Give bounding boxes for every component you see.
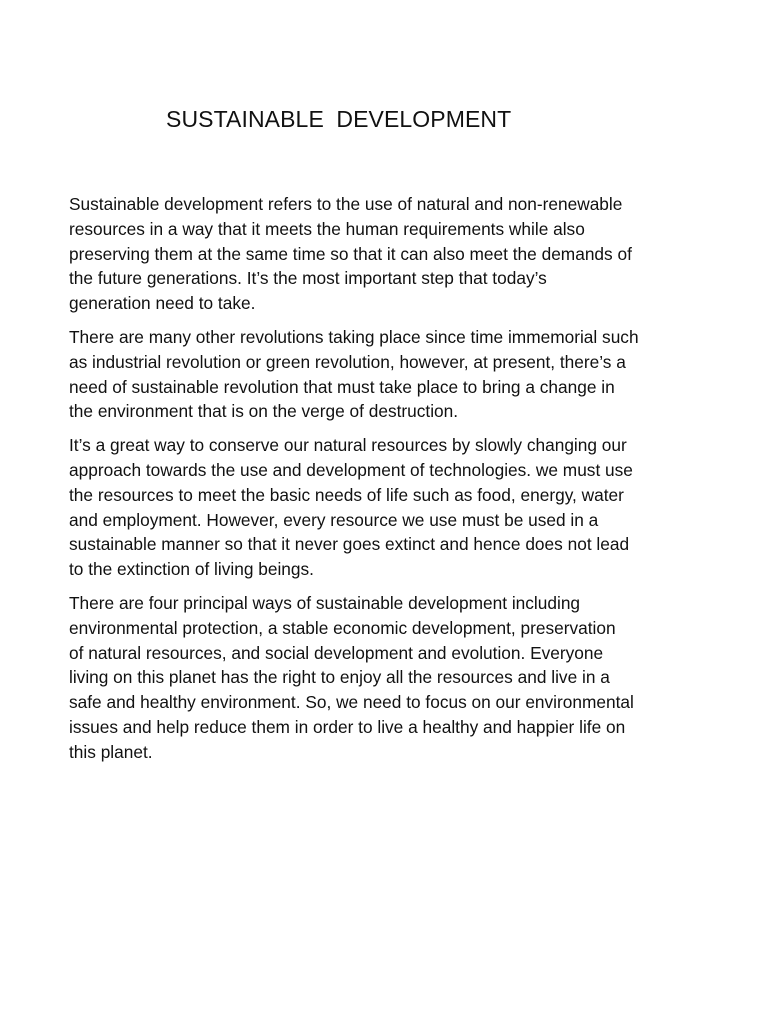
document-body bbox=[69, 192, 701, 774]
paragraph-line: living on this planet has the right to enjoy all the resources and live in a bbox=[69, 667, 610, 688]
paragraph-line: It’s a great way to conserve our natural resources by slowly changing our bbox=[69, 435, 627, 456]
paragraph-line: Sustainable development refers to the use of natural and non-renewable bbox=[69, 194, 623, 214]
paragraph-4 bbox=[69, 591, 701, 765]
paragraph-line: safe and healthy environment. So, we need to focus on our environmental bbox=[69, 692, 634, 713]
paragraph-line: There are many other revolutions taking place since time immemorial such bbox=[69, 326, 639, 347]
paragraph-line: sustainable manner so that it never goes extinct and hence does not lead bbox=[69, 534, 630, 555]
paragraph-line: this planet. bbox=[69, 741, 153, 762]
paragraph-line: the environment that is on the verge of destruction. bbox=[69, 401, 459, 422]
paragraph-line: of natural resources, and social development and evolution. Everyone bbox=[69, 642, 604, 663]
paragraph-line: need of sustainable revolution that must take place to bring a change in bbox=[69, 376, 615, 397]
paragraph-line: resources in a way that it meets the human requirements while also bbox=[69, 218, 585, 239]
paragraph-line: approach towards the use and development of technologies. we must use bbox=[69, 459, 633, 480]
paragraph-3 bbox=[69, 433, 701, 582]
paragraph-line: to the extinction of living beings. bbox=[69, 559, 314, 580]
paragraph-line: preserving them at the same time so that it can also meet the demands of bbox=[69, 243, 632, 264]
paragraph-line: There are four principal ways of sustainable development including bbox=[69, 592, 581, 613]
paragraph-line: issues and help reduce them in order to live a healthy and happier life on bbox=[69, 716, 626, 737]
paragraph-line: and employment. However, every resource we use must be used in a bbox=[69, 509, 599, 530]
paragraph-line: the future generations. It’s the most important step that today’s bbox=[69, 268, 547, 289]
paragraph-line: the resources to meet the basic needs of life such as food, energy, water bbox=[69, 484, 624, 505]
paragraph-line: generation need to take. bbox=[69, 293, 256, 314]
document-title: SUSTAINABLE DEVELOPMENT bbox=[166, 106, 512, 132]
paragraph-line: as industrial revolution or green revolution, however, at present, there’s a bbox=[69, 351, 626, 372]
paragraph-1 bbox=[69, 192, 701, 316]
paragraph-line: environmental protection, a stable economic development, preservation bbox=[69, 617, 616, 638]
paragraph-2 bbox=[69, 325, 701, 424]
